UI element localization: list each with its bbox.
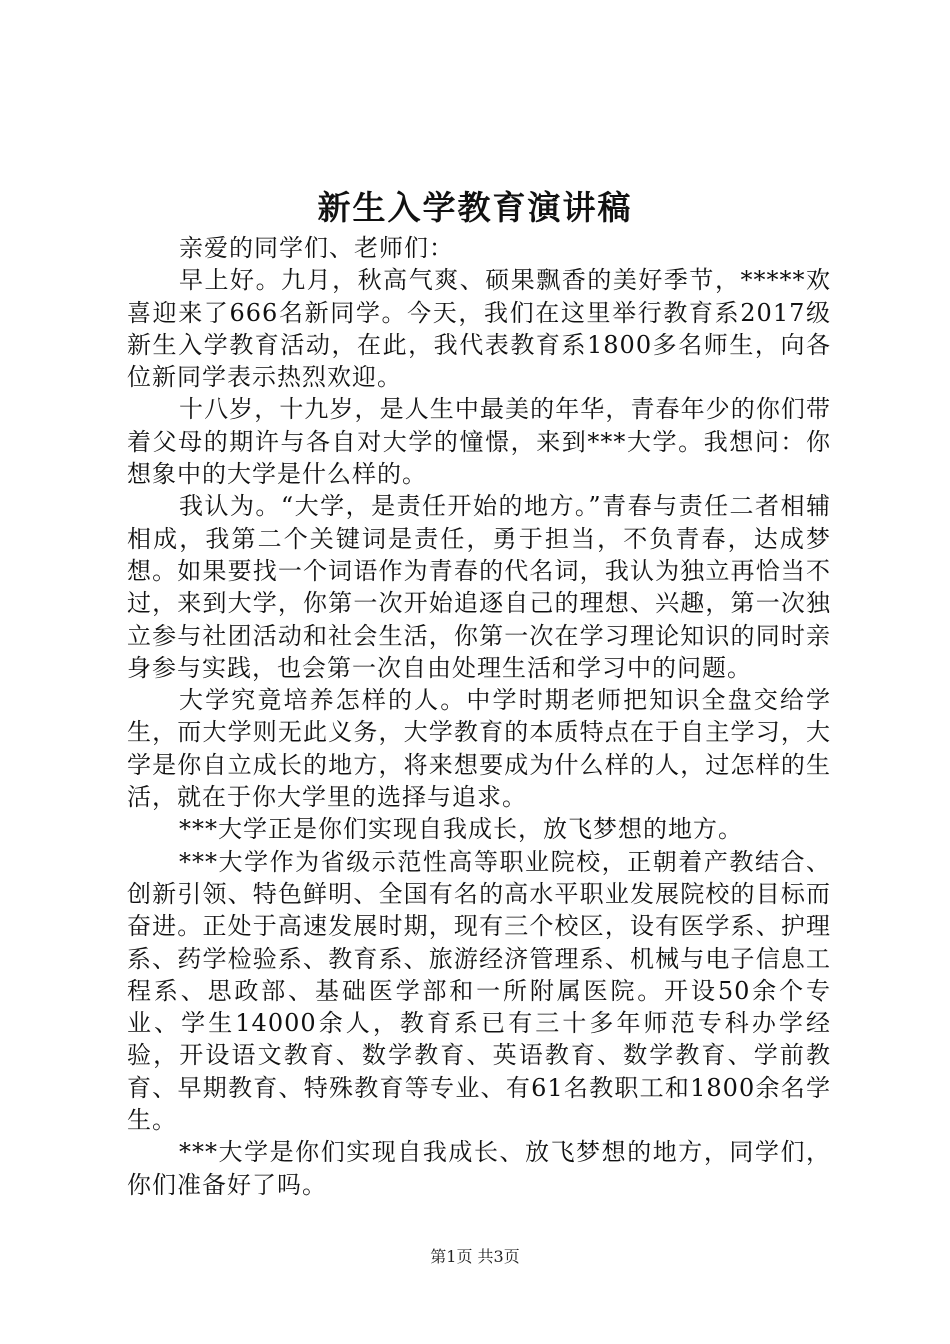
paragraph-youth: 十八岁，十九岁，是人生中最美的年华，青春年少的你们带着父母的期许与各自对大学的憧憬，来到***大学。我想问：你想象中的大学是什么样的。 [127,395,831,489]
page-number-footer: 第1页 共3页 [430,1247,520,1266]
paragraph-school-intro: ***大学作为省级示范性高等职业院校，正朝着产教结合、创新引领、特色鲜明、全国有名的高水平职业发展院校的目标而奋进。正处于高速发展时期，现有三个校区，设有医学系、护理系、药学检验系、教育系、旅游经济管理系、机械与电子信息工程系、思政部、基础医学部和一所附属医院。开设50余个专业、学生14000余人，教育系已有三十多年师范专科办学经验，开设语文教育、数学教育、英语教育、数学教育、学前教育、早期教育、特殊教育等专业、有61名教职工和1800余名学生。 [127,847,831,1135]
paragraph-university-purpose: 大学究竟培养怎样的人。中学时期老师把知识全盘交给学生，而大学则无此义务，大学教育的本质特点在于自主学习，大学是你自立成长的地方，将来想要成为什么样的人，过怎样的生活，就在于你大学里的选择与追求。 [127,686,831,812]
paragraph-closing: ***大学是你们实现自我成长、放飞梦想的地方，同学们，你们准备好了吗。 [127,1138,831,1199]
paragraph-growth-place: ***大学正是你们实现自我成长，放飞梦想的地方。 [179,815,743,844]
paragraph-greeting: 亲爱的同学们、老师们： [179,234,454,262]
paragraph-responsibility: 我认为。“大学，是责任开始的地方。”青春与责任二者相辅相成，我第二个关键词是责任，勇于担当，不负青春，达成梦想。如果要找一个词语作为青春的代名词，我认为独立再恰当不过，来到大学，你第一次开始追逐自己的理想、兴趣，第一次独立参与社团活动和社会生活，你第一次在学习理论知识的同时亲身参与实践，也会第一次自由处理生活和学习中的问题。 [127,492,831,682]
document-body [127,232,831,1201]
document-title: 新生入学教育演讲稿 [317,188,633,227]
paragraph-welcome: 早上好。九月，秋高气爽、硕果飘香的美好季节，*****欢喜迎来了666名新同学。今天，我们在这里举行教育系2017级新生入学教育活动，在此，我代表教育系1800多名师生，向各位新同学表示热烈欢迎。 [127,266,831,392]
